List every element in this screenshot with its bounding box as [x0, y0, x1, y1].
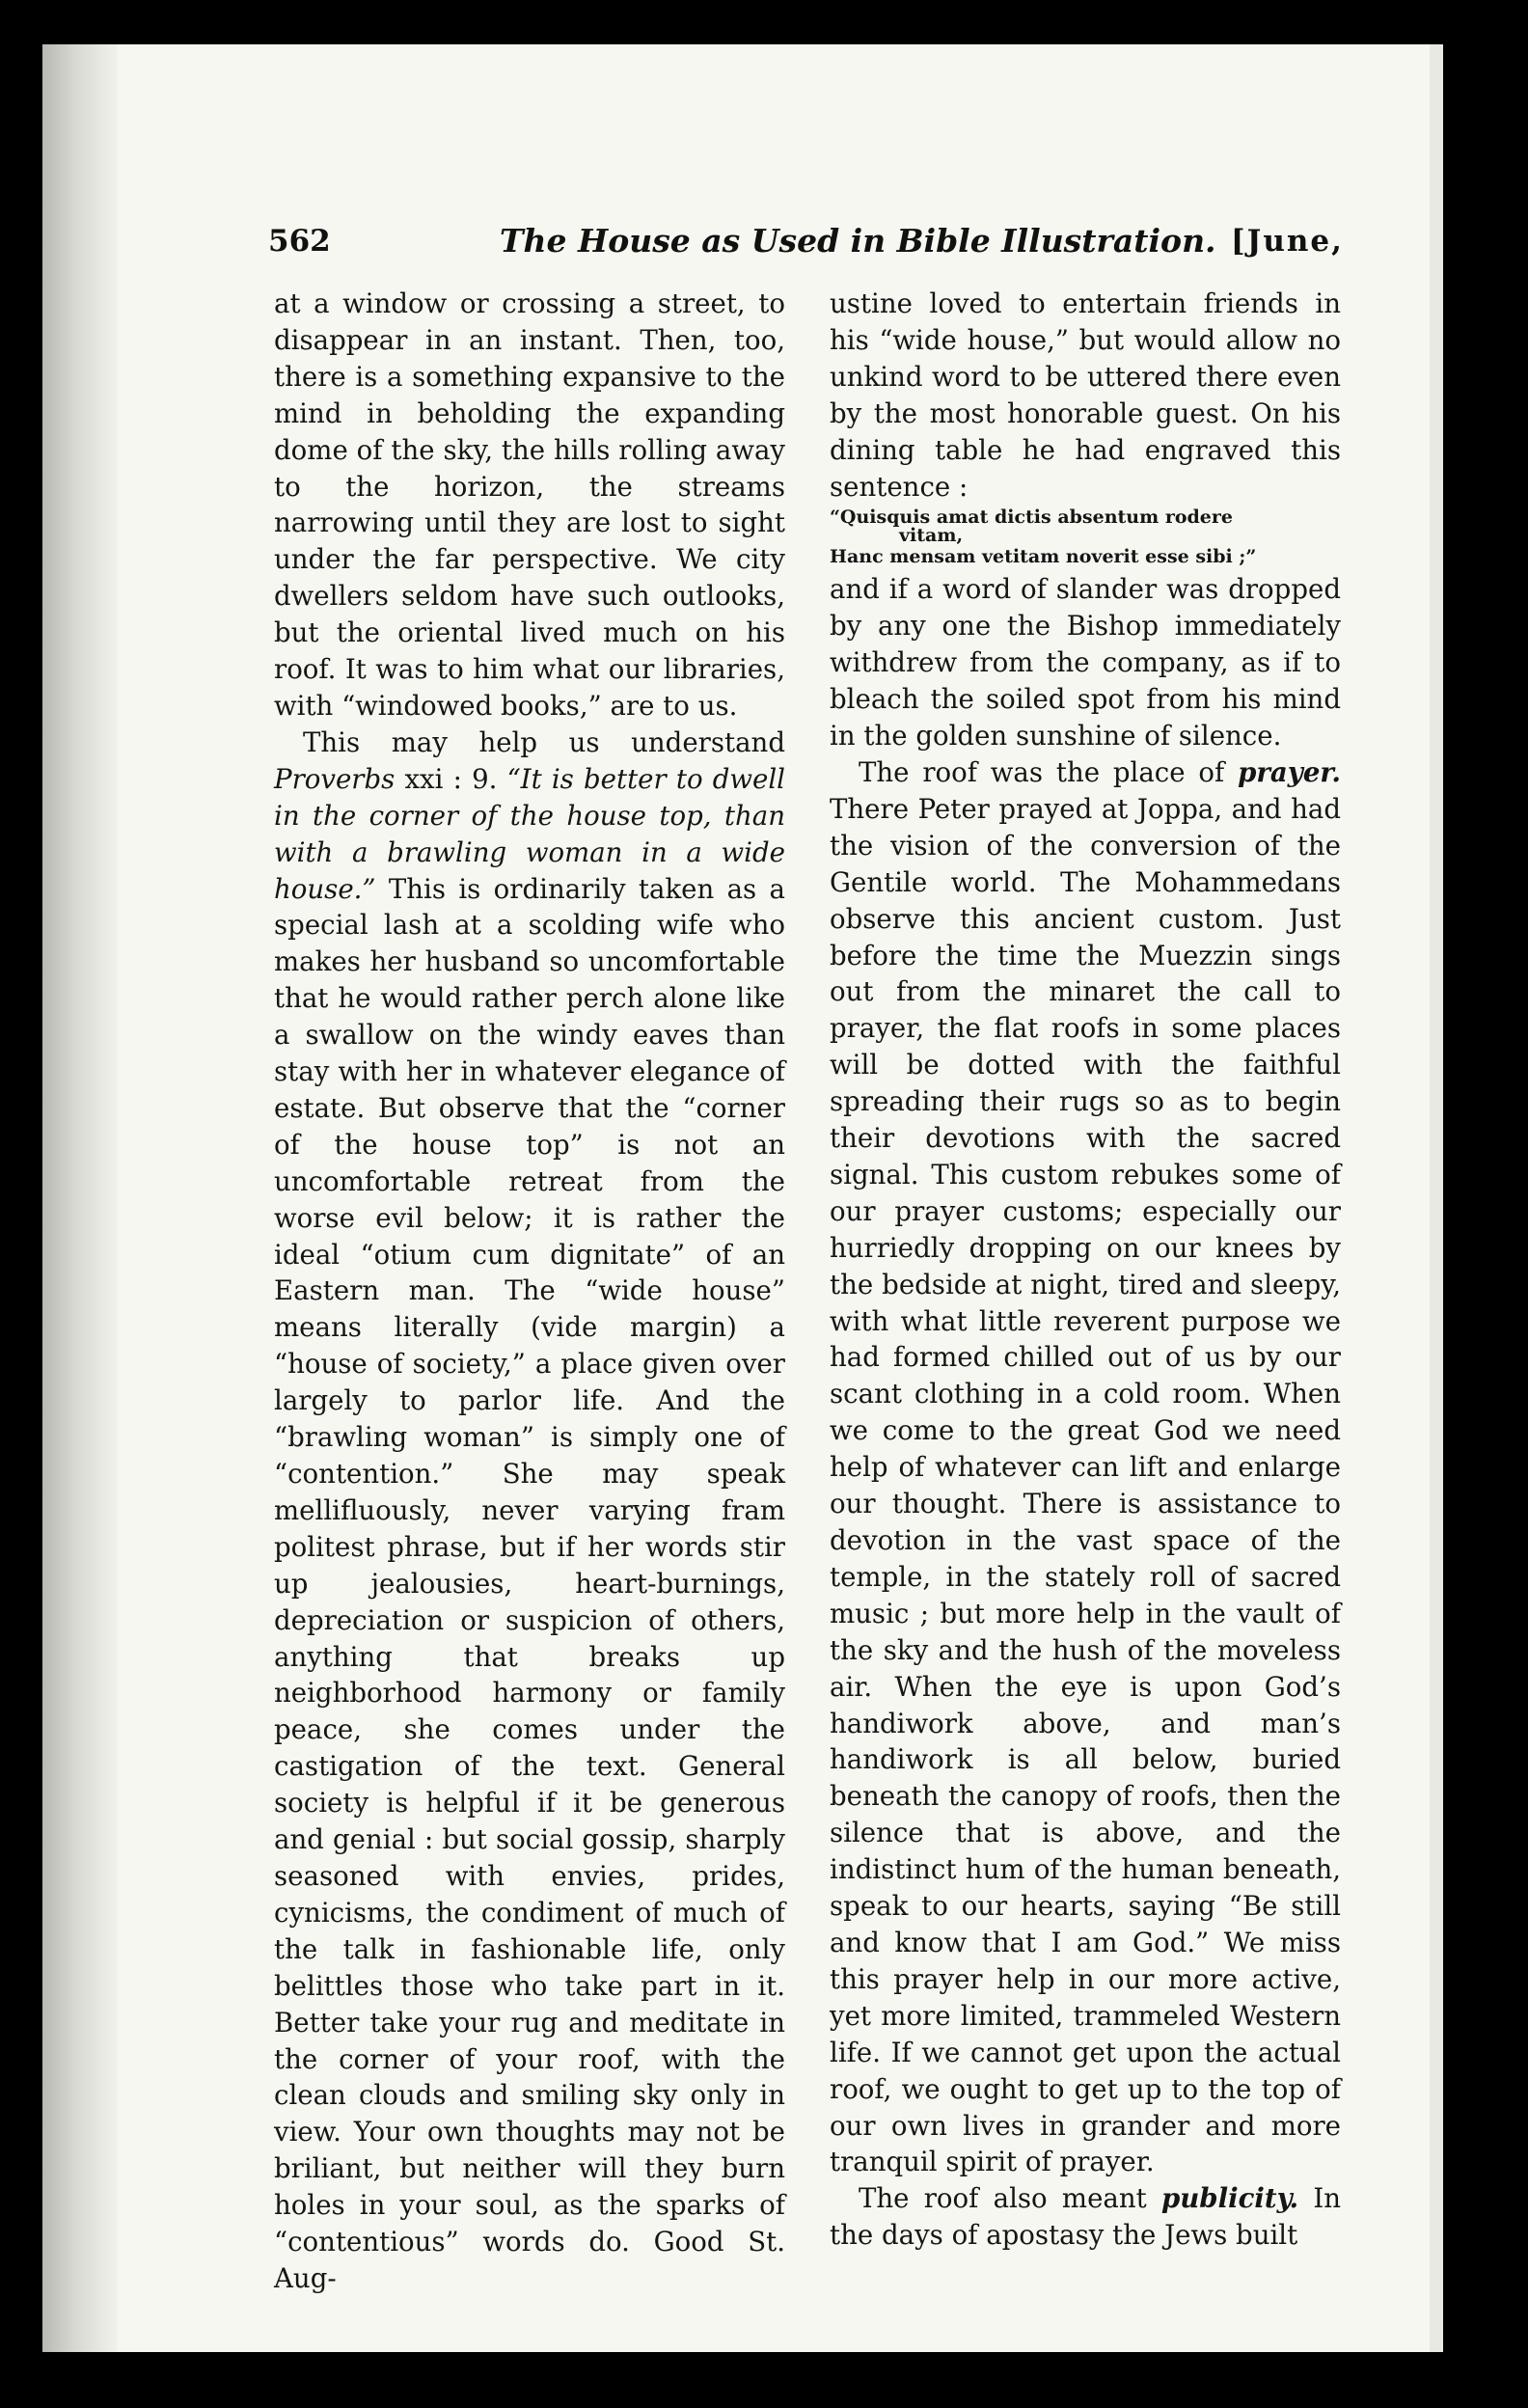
paragraph: The roof also meant publicity. In the days of apostasy the Jews built	[830, 2182, 1341, 2252]
scan-border	[1443, 44, 1528, 2352]
paragraph: at a window or crossing a street, to disappear in an instant. Then, too, there is a something expansive to the mind in beholding the expanding dome of the sky, the hills rolling away to the horizon, the streams narrowing until they are lost to sight under the far perspective. We city dwellers seldom have such outlooks, but the oriental lived much on his roof. It was to him what our libraries, with “windowed books,” are to us.	[274, 287, 785, 722]
running-header	[0, 214, 1528, 262]
left-column	[274, 286, 785, 2297]
scripture-quote: “It is better to dwell in the corner of the house top, than with a brawling woman in a wide house.”	[274, 762, 785, 905]
page-gutter-shadow	[42, 44, 118, 2352]
running-title: The House as Used in Bible Illustration.	[500, 222, 1216, 260]
emphasis: publicity.	[1160, 2182, 1299, 2215]
scripture-reference: Proverbs	[274, 762, 396, 795]
paragraph: ustine loved to entertain friends in his “wide house,” but would allow no unkind word to be uttered there even by the most honorable guest. On his dining table he had engraved this sentence :	[830, 287, 1341, 503]
paragraph: The roof was the place of prayer. There Peter prayed at Joppa, and had the vision of the conversion of the Gentile world. The Mohammedans observe this ancient custom. Just before the time the Muezzin sings out from the minaret the call to prayer, the flat roofs in some places will be dotted with the faithful spreading their rugs so as to begin their devotions with the sacred signal. This custom rebukes some of our prayer customs; especially our hurriedly dropping on our knees by the bedside at night, tired and sleepy, with what little reverent purpose we had formed chilled out of us by our scant clothing in a cold room. When we come to the great God we need help of whatever can lift and enlarge our thought. There is assistance to devotion in the vast space of the temple, in the stately roll of sacred music ; but more help in the vault of the sky and the hush of the moveless air. When the eye is upon God’s handiwork above, and man’s handiwork is all below, buried beneath the canopy of roofs, then the silence that is above, and the indistinct hum of the human beneath, speak to our hearts, saying “Be still and know that I am God.” We miss this prayer help in our more active, yet more limited, trammeled Western life. If we cannot get upon the actual roof, we ought to get up to the top of our own lives in grander and more tranquil spirit of prayer.	[830, 755, 1341, 2178]
paragraph: and if a word of slander was dropped by any one the Bishop immediately withdrew from the company, as if to bleach the soiled spot from his mind in the golden sunshine of silence.	[830, 573, 1341, 752]
paragraph: This may help us understand Proverbs xxi : 9. “It is better to dwell in the corner of the house top, than with a brawling woman in a wide house.” This is ordinarily taken as a special lash at a scolding wife who makes her husband so uncomfortable that he would rather perch alone like a swallow on the windy eaves than stay with her in whatever elegance of estate. But observe that the “corner of the house top” is not an uncomfortable retreat from the worse evil below; it is rather the ideal “otium cum dignitate” of an Eastern man. The “wide house” means literally (vide margin) a “house of society,” a place given over largely to parlor life. And the “brawling woman” is simply one of “contention.” She may speak mellifluously, never varying fram politest phrase, but if her words stir up jealousies, heart-burnings, depreciation or suspicion of others, anything that breaks up neighborhood harmony or family peace, she comes under the castigation of the text. General society is helpful if it be generous and genial : but social gossip, sharply seasoned with envies, prides, cynicisms, the condiment of much of the talk in fashionable life, only belittles those who take part in it. Better take your rug and meditate in the corner of your roof, with the clean clouds and smiling sky only in view. Your own thoughts may not be briliant, but neither will they burn holes in your soul, as the sparks of “contentious” words do. Good St. Aug-	[274, 725, 785, 2294]
emphasis: prayer.	[1238, 755, 1341, 788]
right-column	[830, 286, 1341, 2254]
facing-page-edge	[1430, 44, 1443, 2352]
header-month: [June,	[1231, 224, 1344, 259]
page-number: 562	[268, 224, 331, 259]
latin-quotation: “Quisquis amat dictis absentum rodere vitam, Hanc mensam vetitam noverit esse sibi ;”	[830, 506, 1257, 568]
